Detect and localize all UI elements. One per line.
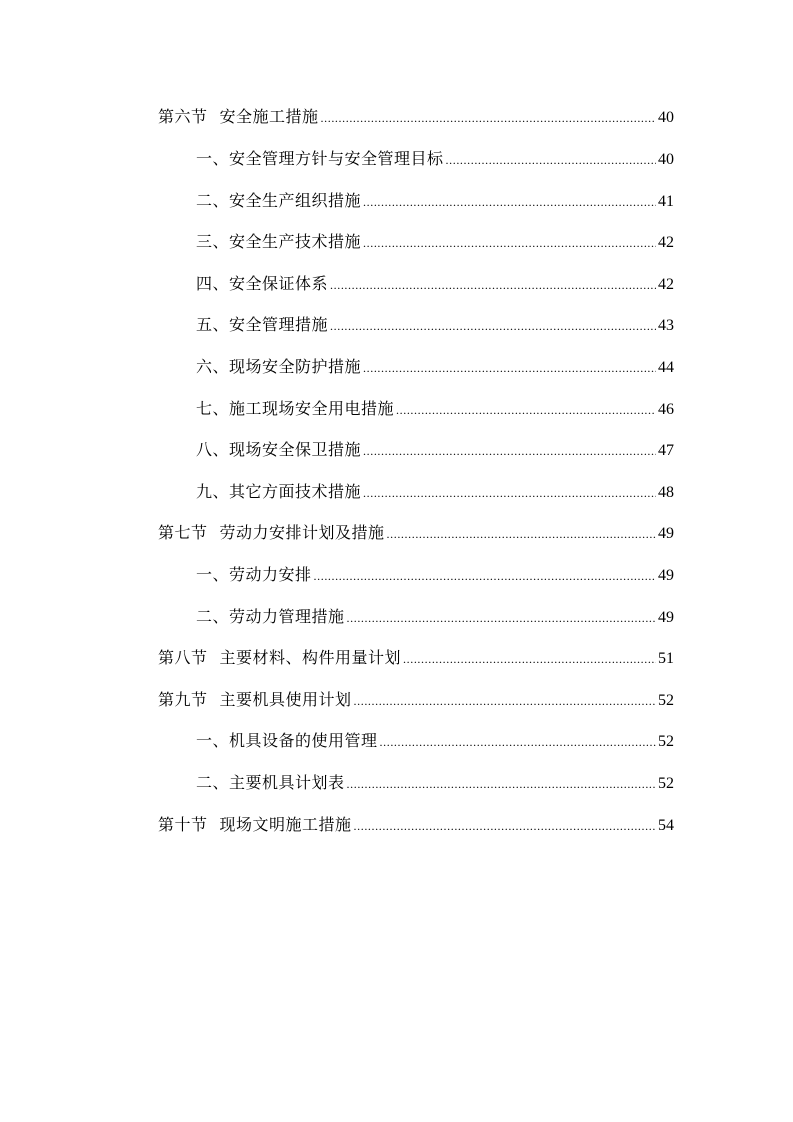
toc-entry-section-6[interactable] [158,102,674,132]
page-number: 52 [658,733,674,750]
toc-entry-title: 三、安全生产技术措施 [196,232,362,251]
toc-entry-title: 七、施工现场安全用电措施 [196,399,395,418]
dot-leader [363,436,656,466]
dot-leader [330,270,656,300]
section-title: 劳动力安排计划及措施 [219,523,385,542]
page-number: 42 [658,276,674,293]
toc-entry-section-9[interactable] [158,685,674,715]
dot-leader [396,395,656,425]
page-number: 46 [658,401,674,418]
dot-leader [347,603,656,633]
page-number: 49 [658,567,674,584]
toc-entry-title: 八、现场安全保卫措施 [196,440,362,459]
toc-entry-title: 九、其它方面技术措施 [196,482,362,501]
toc-entry-6-2[interactable] [196,186,674,216]
toc-entry-6-6[interactable] [196,352,674,382]
section-number: 第七节 [158,523,208,542]
section-title: 主要机具使用计划 [219,690,352,709]
toc-entry-title: 一、安全管理方针与安全管理目标 [196,149,444,168]
dot-leader [446,145,656,175]
toc-entry-6-9[interactable] [196,477,674,507]
toc-entry-6-4[interactable] [196,269,674,299]
toc-entry-section-8[interactable] [158,643,674,673]
section-title: 现场文明施工措施 [219,815,352,834]
toc-entry-6-8[interactable] [196,435,674,465]
toc-entry-6-7[interactable] [196,394,674,424]
toc-entry-title: 五、安全管理措施 [196,315,329,334]
toc-entry-6-3[interactable] [196,227,674,257]
section-number: 第九节 [158,690,208,709]
toc-entry-title [158,643,401,673]
toc-entry-title: 二、劳动力管理措施 [196,607,345,626]
toc-entry-section-7[interactable] [158,518,674,548]
page-number: 52 [658,775,674,792]
page-number: 51 [658,650,674,667]
toc-entry-title: 一、机具设备的使用管理 [196,731,378,750]
section-number: 第八节 [158,648,208,667]
toc-entry-6-5[interactable] [196,310,674,340]
page-number: 41 [658,193,674,210]
page-number: 40 [658,109,674,126]
section-title: 主要材料、构件用量计划 [219,648,402,667]
dot-leader [380,727,656,757]
dot-leader [354,686,656,716]
toc-entry-title: 四、安全保证体系 [196,274,329,293]
dot-leader [354,811,656,841]
toc-entry-title: 一、劳动力安排 [196,565,312,584]
toc-entry-7-1[interactable] [196,560,674,590]
dot-leader [330,311,656,341]
toc-entry-title [158,685,352,715]
dot-leader [314,561,656,591]
dot-leader [363,353,656,383]
toc-entry-7-2[interactable] [196,602,674,632]
toc-entry-title [158,518,385,548]
toc-entry-9-2[interactable] [196,768,674,798]
dot-leader [363,228,656,258]
dot-leader [387,519,656,549]
toc-entry-6-1[interactable] [196,144,674,174]
toc-entry-9-1[interactable] [196,726,674,756]
page-number: 54 [658,817,674,834]
toc-entry-title: 二、安全生产组织措施 [196,191,362,210]
dot-leader [363,478,656,508]
page-number: 49 [658,609,674,626]
page-number: 40 [658,151,674,168]
toc-entry-title: 六、现场安全防护措施 [196,357,362,376]
toc-entry-title [158,810,352,840]
page-number: 49 [658,525,674,542]
toc-entry-section-10[interactable] [158,810,674,840]
page-number: 43 [658,317,674,334]
section-number: 第十节 [158,815,208,834]
section-number: 第六节 [158,107,208,126]
page-number: 44 [658,359,674,376]
dot-leader [321,103,656,133]
toc-entry-title: 二、主要机具计划表 [196,773,345,792]
dot-leader [403,644,656,674]
section-title: 安全施工措施 [219,107,319,126]
dot-leader [347,769,656,799]
page-number: 47 [658,442,674,459]
page-number: 48 [658,484,674,501]
toc-entry-title [158,102,319,132]
page-number: 52 [658,692,674,709]
dot-leader [363,187,656,217]
page-number: 42 [658,234,674,251]
